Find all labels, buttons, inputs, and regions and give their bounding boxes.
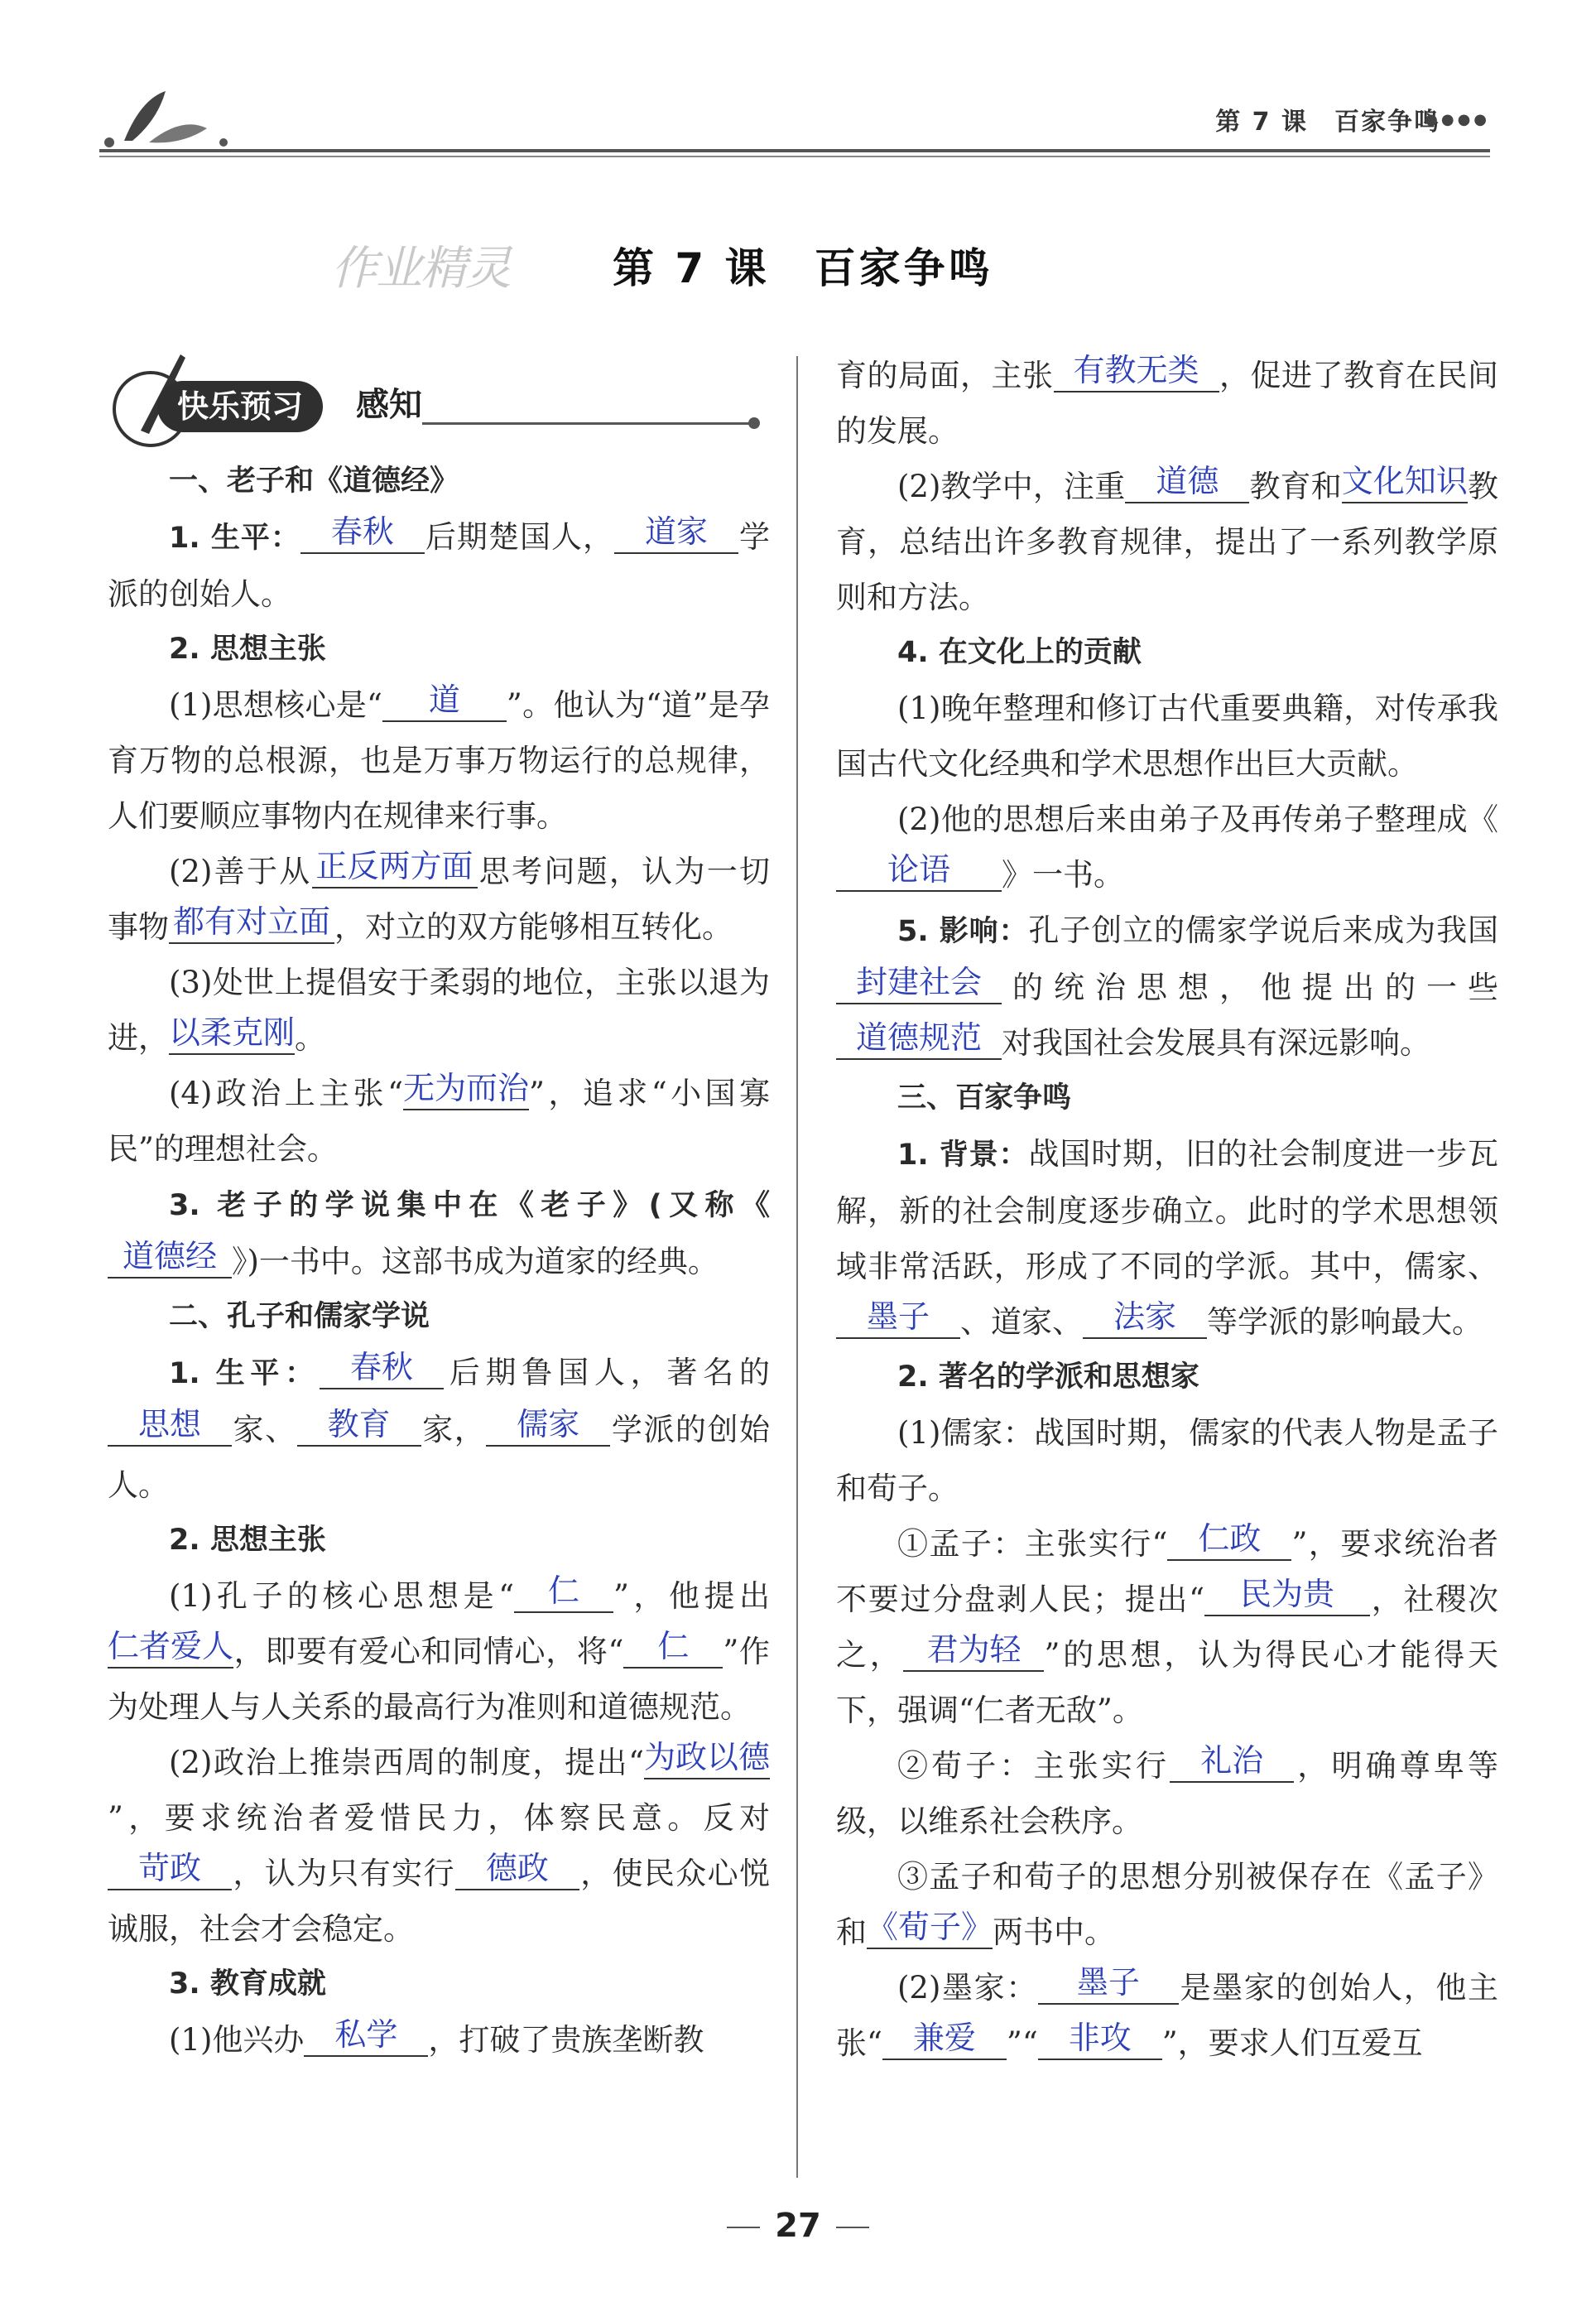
answer-blank[interactable]: 都有对立面 <box>169 901 334 944</box>
answer-blank[interactable]: 仁 <box>623 1625 723 1669</box>
answer-blank[interactable]: 正反两方面 <box>312 845 478 888</box>
answer-blank[interactable]: 仁者爱人 <box>108 1625 233 1669</box>
paragraph: ①孟子：主张实行“ 仁政 ”，要求统治者不要过分盘剥人民；提出“ 民为贵 ，社稷次之， 君为轻 ”的思想，认为得民心才能得天下，强调“仁者无敌”。 <box>836 1516 1498 1738</box>
answer-blank[interactable]: 《荀子》 <box>867 1906 993 1949</box>
answer-blank[interactable]: 春秋 <box>300 511 425 554</box>
paragraph: ③孟子和荀子的思想分别被保存在《孟子》和《荀子》两书中。 <box>836 1859 1498 1950</box>
page-number <box>0 2207 1596 2245</box>
answer-blank[interactable]: 封建社会 <box>836 961 1002 1004</box>
answer-blank[interactable]: 兼爱 <box>882 2017 1007 2060</box>
header-rule-thin <box>99 156 1490 157</box>
right-column <box>836 348 1498 2071</box>
answer-blank[interactable]: 民为贵 <box>1204 1573 1370 1616</box>
answer-blank[interactable]: 道德经 <box>108 1235 232 1278</box>
paragraph: ②荀子：主张实行 礼治 ，明确尊卑等级，以维系社会秩序。 <box>836 1738 1498 1849</box>
left-column <box>108 348 770 2068</box>
answer-blank[interactable]: 墨子 <box>836 1296 960 1339</box>
paragraph: (2)善于从 正反两方面 思考问题，认为一切事物 都有对立面 ，对立的双方能够相互转化。 <box>108 844 770 955</box>
watermark-logo: 作业精灵 <box>331 242 510 296</box>
answer-blank[interactable]: 儒家 <box>486 1404 610 1447</box>
banner-text: 感知 <box>356 386 422 424</box>
page-number-dash <box>836 2227 869 2228</box>
subheading: 2. 思想主张 <box>169 1524 326 1557</box>
answer-blank[interactable]: 墨子 <box>1038 1962 1179 2005</box>
header-dots: ●●●● <box>1425 111 1490 128</box>
answer-blank[interactable]: 仁 <box>514 1570 613 1613</box>
column-divider <box>796 356 798 2178</box>
paragraph: (1)儒家：战国时期，儒家的代表人物是孟子和荀子。 <box>836 1415 1498 1506</box>
paragraph: (1)思想核心是“ 道 ”。他认为“道”是孕育万物的总根源，也是万事万物运行的总规律，人们要顺应事物内在规律来行事。 <box>108 677 770 844</box>
answer-blank[interactable]: 文化知识 <box>1342 460 1468 503</box>
page-number-dash <box>727 2227 760 2228</box>
answer-blank[interactable]: 以柔克刚 <box>169 1012 295 1055</box>
answer-blank[interactable]: 有教无类 <box>1054 349 1219 392</box>
paragraph: (1)他兴办 私学 ，打破了贵族垄断教 <box>108 2012 770 2068</box>
answer-blank[interactable]: 私学 <box>304 2014 428 2057</box>
answer-blank[interactable]: 仁政 <box>1167 1518 1291 1561</box>
answer-blank[interactable]: 思想 <box>108 1404 232 1447</box>
banner-rule <box>422 422 753 425</box>
paragraph: 1. 背景：战国时期，旧的社会制度进一步瓦解，新的社会制度逐步确立。此时的学术思想领域非常活跃，形成了不同的学派。其中，儒家、墨子 、道家、 法家 等学派的影响最大。 <box>836 1136 1499 1340</box>
running-header <box>99 83 1490 157</box>
page-title: 第 7 课 百家争鸣 <box>613 244 993 292</box>
banner-highlight: 快乐预习 <box>157 381 323 432</box>
answer-blank[interactable]: 无为而治 <box>403 1067 529 1110</box>
section-heading: 一、老子和《道德经》 <box>169 465 459 498</box>
paragraph: 3. 老子的学说集中在《老子》(又称《道德经 》)一书中。这部书成为道家的经典。 <box>108 1177 770 1289</box>
answer-blank[interactable]: 非攻 <box>1038 2017 1162 2060</box>
answer-blank[interactable]: 论语 <box>836 849 1002 892</box>
paragraph: 5. 影响：孔子创立的儒家学说后来成为我国封建社会 的统治思想，他提出的一些道德规范 对我国社会发展具有深远影响。 <box>836 903 1498 1071</box>
section-heading: 二、孔子和儒家学说 <box>169 1300 430 1333</box>
paragraph: 1. 生平： 春秋 后期楚国人， 道家 学派的创始人。 <box>108 509 770 622</box>
paragraph: (2)教学中，注重 道德 教育和文化知识教育，总结出许多教育规律，提出了一系列教学原则和方法。 <box>836 459 1498 625</box>
answer-blank[interactable]: 法家 <box>1083 1296 1207 1339</box>
paragraph: 育的局面，主张 有教无类 ，促进了教育在民间的发展。 <box>836 348 1498 459</box>
paragraph: (2)他的思想后来由弟子及再传弟子整理成《论语 》一书。 <box>836 792 1498 903</box>
answer-blank[interactable]: 道德规范 <box>836 1017 1002 1060</box>
header-lesson-title: 第 7 课 百家争鸣 <box>1215 108 1440 137</box>
answer-blank[interactable]: 君为轻 <box>903 1629 1044 1672</box>
lesson-title-block <box>331 232 1159 298</box>
subheading: 4. 在文化上的贡献 <box>897 636 1142 669</box>
subheading: 3. 教育成就 <box>169 1967 326 2001</box>
paragraph: (3)处世上提倡安于柔弱的地位，主张以退为进，以柔克刚。 <box>108 965 770 1056</box>
banner-rule-dot <box>748 417 760 429</box>
answer-blank[interactable]: 为政以德 <box>644 1736 770 1779</box>
answer-blank[interactable]: 礼治 <box>1170 1740 1294 1783</box>
answer-blank[interactable]: 苛政 <box>108 1847 232 1890</box>
header-rule <box>99 149 1490 152</box>
paragraph: (4)政治上主张“无为而治”，追求“小国寡民”的理想社会。 <box>108 1066 770 1177</box>
section-heading: 三、百家争鸣 <box>897 1081 1072 1115</box>
answer-blank[interactable]: 春秋 <box>320 1346 444 1389</box>
paragraph: 1. 生平： 春秋 后期鲁国人，著名的思想 家、 教育 家， 儒家 学派的创始人。 <box>108 1345 770 1513</box>
page-number-text: 27 <box>775 2207 821 2245</box>
subheading: 2. 思想主张 <box>169 633 326 666</box>
paragraph: (1)晚年整理和修订古代重要典籍，对传承我国古代文化经典和学术思想作出巨大贡献。 <box>836 691 1498 782</box>
paragraph: (2)墨家： 墨子 是墨家的创始人，他主张“ 兼爱 ”“ 非攻 ”，要求人们互爱互 <box>836 1960 1498 2071</box>
answer-blank[interactable]: 道德 <box>1125 460 1249 503</box>
answer-blank[interactable]: 德政 <box>455 1847 579 1890</box>
paragraph: (2)政治上推崇西周的制度，提出“为政以德”，要求统治者爱惜民力，体察民意。反对苛政 ，认为只有实行 德政 ，使民众心悦诚服，社会才会稳定。 <box>108 1735 770 1957</box>
answer-blank[interactable]: 教育 <box>297 1404 421 1447</box>
subheading: 2. 著名的学派和思想家 <box>897 1360 1199 1394</box>
answer-blank[interactable]: 道家 <box>614 511 738 554</box>
answer-blank[interactable]: 道 <box>382 679 507 722</box>
section-banner <box>108 348 770 447</box>
paragraph: (1)孔子的核心思想是“ 仁 ”，他提出仁者爱人，即要有爱心和同情心，将“ 仁 ”作为处理人与人关系的最高行为准则和道德规范。 <box>108 1568 770 1735</box>
leaf-ornament-icon <box>99 83 240 149</box>
